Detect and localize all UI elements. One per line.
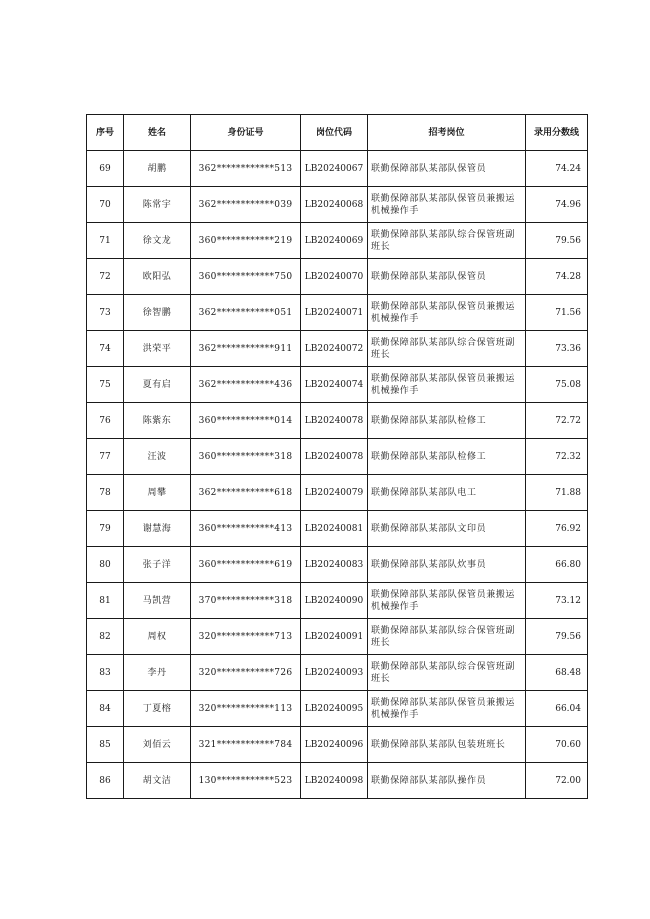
cell-name: 胡文洁 [124,763,191,799]
header-serial: 序号 [87,115,124,151]
cell-id-number: 362************039 [191,187,301,223]
cell-score: 72.72 [526,403,588,439]
cell-position: 联勤保障部队某部队保管员 [368,151,526,187]
cell-position-code: LB20240081 [301,511,368,547]
cell-position-code: LB20240078 [301,439,368,475]
cell-score: 74.96 [526,187,588,223]
cell-name: 陈常宇 [124,187,191,223]
cell-position: 联勤保障部队某部队电工 [368,475,526,511]
cell-position-code: LB20240078 [301,403,368,439]
header-id-number: 身份证号 [191,115,301,151]
cell-position: 联勤保障部队某部队保管员 [368,259,526,295]
cell-id-number: 320************726 [191,655,301,691]
cell-score: 74.28 [526,259,588,295]
cell-id-number: 362************436 [191,367,301,403]
cell-id-number: 362************618 [191,475,301,511]
cell-id-number: 360************413 [191,511,301,547]
cell-position-code: LB20240067 [301,151,368,187]
cell-serial: 69 [87,151,124,187]
cell-serial: 86 [87,763,124,799]
table-row [87,655,588,691]
cell-serial: 73 [87,295,124,331]
cell-position-code: LB20240091 [301,619,368,655]
cell-name: 陈紫东 [124,403,191,439]
cell-serial: 81 [87,583,124,619]
cell-id-number: 362************513 [191,151,301,187]
table-row [87,727,588,763]
cell-serial: 74 [87,331,124,367]
cell-name: 汪波 [124,439,191,475]
table-row [87,439,588,475]
cell-name: 夏有启 [124,367,191,403]
cell-serial: 84 [87,691,124,727]
cell-id-number: 360************750 [191,259,301,295]
cell-name: 周权 [124,619,191,655]
header-name: 姓名 [124,115,191,151]
cell-name: 欧阳弘 [124,259,191,295]
table-row [87,151,588,187]
table-row [87,619,588,655]
cell-score: 75.08 [526,367,588,403]
cell-position-code: LB20240069 [301,223,368,259]
cell-name: 周攀 [124,475,191,511]
cell-serial: 80 [87,547,124,583]
cell-score: 76.92 [526,511,588,547]
cell-position: 联勤保障部队某部队保管员兼搬运机械操作手 [368,367,526,403]
cell-name: 李丹 [124,655,191,691]
cell-position: 联勤保障部队某部队包装班班长 [368,727,526,763]
table-row [87,403,588,439]
cell-position: 联勤保障部队某部队综合保管班副班长 [368,331,526,367]
cell-name: 徐智鹏 [124,295,191,331]
cell-id-number: 320************713 [191,619,301,655]
cell-id-number: 362************911 [191,331,301,367]
cell-position: 联勤保障部队某部队保管员兼搬运机械操作手 [368,583,526,619]
table-row [87,187,588,223]
cell-score: 70.60 [526,727,588,763]
cell-id-number: 370************318 [191,583,301,619]
cell-position-code: LB20240070 [301,259,368,295]
cell-name: 马凯营 [124,583,191,619]
cell-position: 联勤保障部队某部队文印员 [368,511,526,547]
cell-position-code: LB20240090 [301,583,368,619]
cell-name: 徐文龙 [124,223,191,259]
cell-score: 72.32 [526,439,588,475]
cell-position-code: LB20240098 [301,763,368,799]
table-row [87,475,588,511]
table-row [87,259,588,295]
cell-score: 68.48 [526,655,588,691]
cell-serial: 79 [87,511,124,547]
table-row [87,223,588,259]
header-score: 录用分数线 [526,115,588,151]
cell-id-number: 360************318 [191,439,301,475]
cell-serial: 82 [87,619,124,655]
cell-id-number: 362************051 [191,295,301,331]
cell-serial: 78 [87,475,124,511]
cell-id-number: 360************219 [191,223,301,259]
cell-score: 71.56 [526,295,588,331]
cell-position-code: LB20240068 [301,187,368,223]
cell-name: 洪荣平 [124,331,191,367]
cell-id-number: 130************523 [191,763,301,799]
header-position-code: 岗位代码 [301,115,368,151]
cell-score: 73.12 [526,583,588,619]
table-row [87,583,588,619]
table-header-row [87,115,588,151]
cell-position-code: LB20240079 [301,475,368,511]
cell-serial: 83 [87,655,124,691]
cell-name: 刘佰云 [124,727,191,763]
cell-score: 66.04 [526,691,588,727]
cell-score: 79.56 [526,619,588,655]
cell-position: 联勤保障部队某部队保管员兼搬运机械操作手 [368,295,526,331]
cell-position: 联勤保障部队某部队综合保管班副班长 [368,223,526,259]
cell-serial: 85 [87,727,124,763]
cell-serial: 76 [87,403,124,439]
table-row [87,511,588,547]
header-position: 招考岗位 [368,115,526,151]
cell-serial: 71 [87,223,124,259]
cell-name: 张子洋 [124,547,191,583]
cell-score: 79.56 [526,223,588,259]
cell-position-code: LB20240072 [301,331,368,367]
cell-position: 联勤保障部队某部队检修工 [368,403,526,439]
cell-position-code: LB20240095 [301,691,368,727]
table-row [87,331,588,367]
cell-id-number: 360************014 [191,403,301,439]
cell-serial: 77 [87,439,124,475]
cell-position: 联勤保障部队某部队保管员兼搬运机械操作手 [368,187,526,223]
table-row [87,367,588,403]
cell-position: 联勤保障部队某部队检修工 [368,439,526,475]
cell-position: 联勤保障部队某部队综合保管班副班长 [368,655,526,691]
cell-position-code: LB20240071 [301,295,368,331]
table-row [87,547,588,583]
cell-position: 联勤保障部队某部队保管员兼搬运机械操作手 [368,691,526,727]
cell-position: 联勤保障部队某部队综合保管班副班长 [368,619,526,655]
results-table-container [86,114,581,799]
cell-name: 丁夏榕 [124,691,191,727]
cell-score: 66.80 [526,547,588,583]
cell-score: 71.88 [526,475,588,511]
cell-position: 联勤保障部队某部队炊事员 [368,547,526,583]
cell-position-code: LB20240096 [301,727,368,763]
cell-id-number: 320************113 [191,691,301,727]
cell-position: 联勤保障部队某部队操作员 [368,763,526,799]
cell-score: 74.24 [526,151,588,187]
table-body [87,151,588,799]
table-row [87,763,588,799]
cell-position-code: LB20240074 [301,367,368,403]
table-row [87,295,588,331]
cell-position-code: LB20240083 [301,547,368,583]
results-table [86,114,588,799]
cell-id-number: 321************784 [191,727,301,763]
cell-score: 73.36 [526,331,588,367]
cell-score: 72.00 [526,763,588,799]
cell-serial: 72 [87,259,124,295]
cell-serial: 75 [87,367,124,403]
cell-position-code: LB20240093 [301,655,368,691]
cell-name: 胡鹏 [124,151,191,187]
table-row [87,691,588,727]
cell-serial: 70 [87,187,124,223]
cell-name: 谢慧海 [124,511,191,547]
cell-id-number: 360************619 [191,547,301,583]
